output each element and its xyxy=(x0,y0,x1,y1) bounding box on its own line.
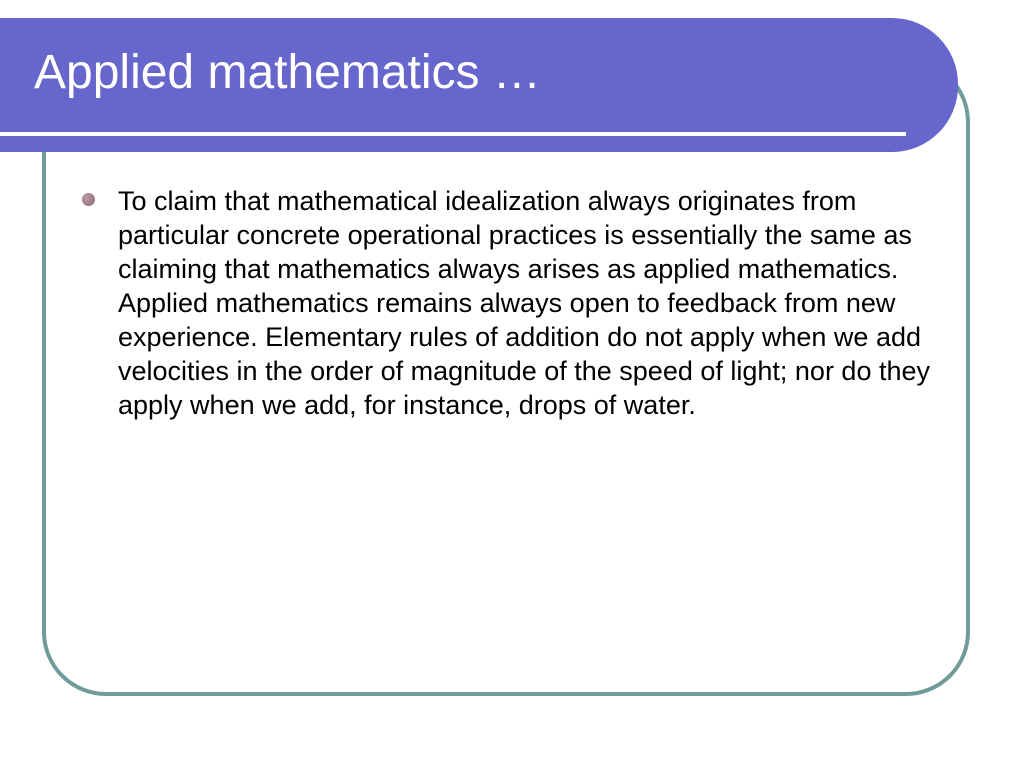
bullet-list xyxy=(82,184,954,422)
bullet-icon xyxy=(82,193,95,206)
bullet-item xyxy=(82,184,954,422)
bullet-text: To claim that mathematical idealization always originates from particular concrete operational practices is essentially the same as claiming that mathematics always arises as applied mathematics. Applied mathematics remains always open to feedback from new experience. Elementary rules of addition do not apply when we add velocities in the order of magnitude of the speed of light; nor do they apply when we add, for instance, drops of water. xyxy=(118,186,931,420)
slide-title: Applied mathematics … xyxy=(34,46,541,99)
